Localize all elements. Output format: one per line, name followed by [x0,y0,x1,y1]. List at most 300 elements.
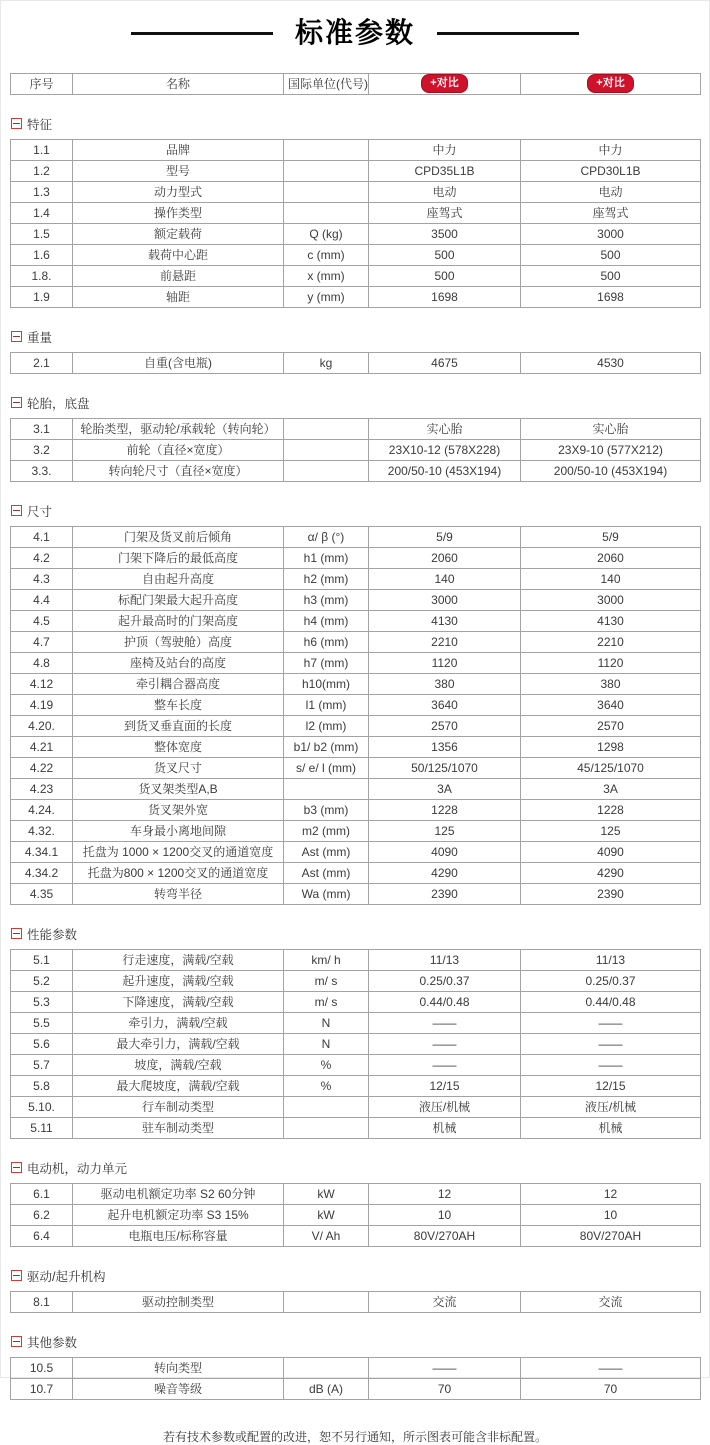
spec-row [11,160,701,181]
section-table [10,949,701,1139]
cell-value-2: 5/9 [521,526,701,547]
cell-value-2: —— [521,1054,701,1075]
cell-no: 4.20. [11,715,73,736]
spec-row [11,694,701,715]
cell-unit: h10(mm) [284,673,369,694]
cell-no: 4.3 [11,568,73,589]
cell-value-2: 4530 [521,352,701,373]
cell-value-2: 10 [521,1204,701,1225]
cell-value-2: 23X9-10 (577X212) [521,439,701,460]
collapse-minus-icon[interactable] [11,1270,22,1281]
spec-row [11,1357,701,1378]
cell-name: 轮胎类型，驱动轮/承载轮（转向轮） [73,418,284,439]
cell-unit [284,160,369,181]
cell-unit [284,418,369,439]
cell-name: 托盘为 1000 × 1200交叉的通道宽度 [73,841,284,862]
cell-no: 4.21 [11,736,73,757]
title-rule-right [437,32,579,35]
cell-unit: % [284,1054,369,1075]
cell-no: 1.5 [11,223,73,244]
cell-value-2: 125 [521,820,701,841]
cell-value-1: 140 [369,568,521,589]
cell-value-1: 12/15 [369,1075,521,1096]
cell-name: 转向类型 [73,1357,284,1378]
cell-unit: α/ β (°) [284,526,369,547]
cell-value-2: 200/50-10 (453X194) [521,460,701,481]
cell-value-1: 1120 [369,652,521,673]
cell-value-2: 3A [521,778,701,799]
cell-value-2: 3000 [521,223,701,244]
cell-no: 3.1 [11,418,73,439]
spec-row [11,244,701,265]
cell-name: 护顶（驾驶舱）高度 [73,631,284,652]
cell-no: 4.32. [11,820,73,841]
cell-value-2: —— [521,1033,701,1054]
cell-value-1: CPD35L1B [369,160,521,181]
cell-name: 货叉尺寸 [73,757,284,778]
spec-row [11,1054,701,1075]
compare-button-1[interactable]: +对比 [421,74,467,93]
cell-value-1: 125 [369,820,521,841]
cell-no: 3.2 [11,439,73,460]
cell-no: 4.34.1 [11,841,73,862]
cell-value-1: 11/13 [369,949,521,970]
footnote: 若有技术参数或配置的改进，恕不另行通知，所示图表可能含非标配置。 [162,1429,547,1444]
cell-value-1: 1228 [369,799,521,820]
cell-no: 4.22 [11,757,73,778]
spec-row [11,1012,701,1033]
cell-value-1: 4290 [369,862,521,883]
cell-unit [284,1357,369,1378]
cell-unit: Wa (mm) [284,883,369,904]
cell-unit: m2 (mm) [284,820,369,841]
cell-name: 转弯半径 [73,883,284,904]
cell-value-1: 1356 [369,736,521,757]
cell-value-2: 11/13 [521,949,701,970]
cell-unit [284,139,369,160]
spec-row [11,1225,701,1246]
cell-unit: h4 (mm) [284,610,369,631]
cell-name: 驱动控制类型 [73,1291,284,1312]
section-block [10,328,700,374]
collapse-minus-icon[interactable] [11,1336,22,1347]
cell-no: 2.1 [11,352,73,373]
cell-value-1: 200/50-10 (453X194) [369,460,521,481]
cell-value-2: 2390 [521,883,701,904]
spec-row [11,1117,701,1138]
cell-value-1: 380 [369,673,521,694]
cell-no: 5.11 [11,1117,73,1138]
section-block [10,925,700,1139]
cell-unit: % [284,1075,369,1096]
cell-unit: y (mm) [284,286,369,307]
spec-row [11,1204,701,1225]
section-title: 其他参数 [27,1335,78,1350]
cell-value-1: 3000 [369,589,521,610]
cell-name: 前轮（直径×宽度） [73,439,284,460]
cell-no: 4.35 [11,883,73,904]
spec-row [11,265,701,286]
cell-value-2: 4290 [521,862,701,883]
cell-unit: l1 (mm) [284,694,369,715]
cell-value-1: 70 [369,1378,521,1399]
cell-name: 起升速度，满载/空载 [73,970,284,991]
header-table [10,73,701,95]
cell-name: 托盘为800 × 1200交叉的通道宽度 [73,862,284,883]
cell-value-2: 1698 [521,286,701,307]
collapse-minus-icon[interactable] [11,331,22,342]
cell-value-2: CPD30L1B [521,160,701,181]
section-label [11,502,700,520]
cell-name: 动力型式 [73,181,284,202]
cell-unit: Q (kg) [284,223,369,244]
section-title: 驱动/起升机构 [27,1269,106,1284]
cell-no: 4.2 [11,547,73,568]
cell-name: 行车制动类型 [73,1096,284,1117]
cell-value-1: 交流 [369,1291,521,1312]
cell-unit: b3 (mm) [284,799,369,820]
cell-value-2: 500 [521,244,701,265]
cell-unit: s/ e/ l (mm) [284,757,369,778]
cell-name: 到货叉垂直面的长度 [73,715,284,736]
cell-name: 电瓶电压/标称容量 [73,1225,284,1246]
cell-name: 操作类型 [73,202,284,223]
section-label [11,394,700,412]
cell-value-2: 中力 [521,139,701,160]
spec-row [11,970,701,991]
section-title: 轮胎，底盘 [27,396,90,411]
cell-value-1: 500 [369,244,521,265]
cell-no: 4.1 [11,526,73,547]
section-label [11,1159,700,1177]
spec-row [11,439,701,460]
cell-value-1: —— [369,1033,521,1054]
section-title: 重量 [27,330,53,345]
cell-unit: b1/ b2 (mm) [284,736,369,757]
cell-no: 5.5 [11,1012,73,1033]
cell-name: 货叉架类型A,B [73,778,284,799]
cell-name: 门架及货叉前后倾角 [73,526,284,547]
cell-no: 3.3. [11,460,73,481]
spec-row [11,223,701,244]
cell-name: 车身最小离地间隙 [73,820,284,841]
cell-no: 1.3 [11,181,73,202]
spec-row [11,610,701,631]
cell-name: 驻车制动类型 [73,1117,284,1138]
collapse-minus-icon[interactable] [11,118,22,129]
cell-value-2: 1120 [521,652,701,673]
section-table [10,1357,701,1400]
spec-row [11,526,701,547]
cell-unit: Ast (mm) [284,862,369,883]
section-block [10,394,700,482]
title-rule-left [131,32,273,35]
cell-value-2: 140 [521,568,701,589]
cell-value-2: 1298 [521,736,701,757]
cell-no: 8.1 [11,1291,73,1312]
cell-name: 驱动电机额定功率 S2 60分钟 [73,1183,284,1204]
cell-name: 自重(含电瓶) [73,352,284,373]
spec-row [11,631,701,652]
cell-value-2: 3000 [521,589,701,610]
cell-value-2: 2570 [521,715,701,736]
section-title: 性能参数 [27,927,78,942]
cell-unit: h3 (mm) [284,589,369,610]
cell-value-1: 10 [369,1204,521,1225]
collapse-minus-icon[interactable] [11,928,22,939]
cell-no: 6.2 [11,1204,73,1225]
cell-value-1: 50/125/1070 [369,757,521,778]
cell-name: 门架下降后的最低高度 [73,547,284,568]
cell-name: 牵引耦合器高度 [73,673,284,694]
sections-container [10,115,700,1400]
cell-no: 1.4 [11,202,73,223]
cell-no: 4.5 [11,610,73,631]
cell-value-2: 500 [521,265,701,286]
cell-unit: m/ s [284,991,369,1012]
spec-row [11,841,701,862]
cell-value-1: 3A [369,778,521,799]
cell-value-1: 2210 [369,631,521,652]
cell-value-2: 交流 [521,1291,701,1312]
cell-value-1: 电动 [369,181,521,202]
compare-button-2[interactable]: +对比 [587,74,633,93]
collapse-minus-icon[interactable] [11,397,22,408]
spec-row [11,568,701,589]
section-title: 尺寸 [27,504,53,519]
cell-no: 10.5 [11,1357,73,1378]
spec-row [11,1096,701,1117]
cell-value-2: 380 [521,673,701,694]
cell-unit: h2 (mm) [284,568,369,589]
section-block [10,115,700,308]
cell-value-1: 1698 [369,286,521,307]
cell-value-1: 0.25/0.37 [369,970,521,991]
cell-value-2: 80V/270AH [521,1225,701,1246]
cell-value-1: 2390 [369,883,521,904]
cell-value-2: 2210 [521,631,701,652]
cell-unit: l2 (mm) [284,715,369,736]
page-title: 标准参数 [294,17,415,48]
cell-value-2: 座驾式 [521,202,701,223]
cell-unit [284,1291,369,1312]
cell-value-1: 500 [369,265,521,286]
spec-row [11,799,701,820]
cell-name: 标配门架最大起升高度 [73,589,284,610]
spec-row [11,352,701,373]
cell-value-1: 2570 [369,715,521,736]
spec-row [11,547,701,568]
cell-value-2: 电动 [521,181,701,202]
cell-no: 1.2 [11,160,73,181]
cell-name: 货叉架外宽 [73,799,284,820]
cell-name: 行走速度，满载/空载 [73,949,284,970]
cell-value-1: 2060 [369,547,521,568]
cell-value-1: 机械 [369,1117,521,1138]
cell-no: 10.7 [11,1378,73,1399]
cell-name: 座椅及站台的高度 [73,652,284,673]
cell-value-2: 实心胎 [521,418,701,439]
cell-value-2: 70 [521,1378,701,1399]
cell-unit: m/ s [284,970,369,991]
header-model-1-cell [369,73,521,94]
cell-unit: h7 (mm) [284,652,369,673]
cell-name: 自由起升高度 [73,568,284,589]
spec-row [11,286,701,307]
section-table [10,526,701,905]
cell-value-1: —— [369,1054,521,1075]
spec-row [11,862,701,883]
spec-row [11,418,701,439]
cell-unit [284,460,369,481]
cell-no: 6.4 [11,1225,73,1246]
cell-name: 整体宽度 [73,736,284,757]
spec-row [11,139,701,160]
spec-row [11,673,701,694]
cell-no: 4.23 [11,778,73,799]
cell-value-2: —— [521,1012,701,1033]
cell-unit: Ast (mm) [284,841,369,862]
spec-row [11,883,701,904]
cell-no: 4.19 [11,694,73,715]
collapse-minus-icon[interactable] [11,1162,22,1173]
spec-row [11,1291,701,1312]
cell-no: 4.8 [11,652,73,673]
cell-value-2: —— [521,1357,701,1378]
cell-name: 坡度，满载/空载 [73,1054,284,1075]
spec-row [11,736,701,757]
cell-name: 牵引力，满载/空载 [73,1012,284,1033]
section-label [11,1333,700,1351]
header-model-2-cell [521,73,701,94]
cell-no: 5.6 [11,1033,73,1054]
section-title: 特征 [27,117,53,132]
cell-value-2: 0.44/0.48 [521,991,701,1012]
spec-row [11,757,701,778]
cell-value-1: —— [369,1012,521,1033]
cell-unit [284,439,369,460]
cell-name: 载荷中心距 [73,244,284,265]
cell-no: 1.6 [11,244,73,265]
section-label [11,115,700,133]
section-table [10,139,701,308]
cell-unit [284,181,369,202]
cell-value-1: 23X10-12 (578X228) [369,439,521,460]
section-block [10,1159,700,1247]
section-block [10,1333,700,1400]
cell-unit: x (mm) [284,265,369,286]
cell-value-1: 中力 [369,139,521,160]
cell-value-1: 12 [369,1183,521,1204]
cell-unit: km/ h [284,949,369,970]
cell-name: 最大牵引力，满载/空载 [73,1033,284,1054]
cell-no: 4.7 [11,631,73,652]
cell-name: 下降速度，满载/空载 [73,991,284,1012]
cell-name: 前悬距 [73,265,284,286]
cell-value-2: 液压/机械 [521,1096,701,1117]
cell-name: 噪音等级 [73,1378,284,1399]
spec-row [11,202,701,223]
cell-unit: V/ Ah [284,1225,369,1246]
cell-unit [284,202,369,223]
cell-value-1: 4675 [369,352,521,373]
cell-unit: N [284,1033,369,1054]
cell-unit [284,778,369,799]
cell-value-2: 4130 [521,610,701,631]
cell-name: 型号 [73,160,284,181]
cell-no: 1.1 [11,139,73,160]
section-block [10,502,700,905]
collapse-minus-icon[interactable] [11,505,22,516]
spec-row [11,949,701,970]
cell-name: 起升最高时的门架高度 [73,610,284,631]
header-unit: 国际单位(代号) [284,73,369,94]
cell-unit: dB (A) [284,1378,369,1399]
cell-no: 1.8. [11,265,73,286]
cell-unit: kg [284,352,369,373]
spec-row [11,778,701,799]
cell-value-1: 座驾式 [369,202,521,223]
cell-name: 品牌 [73,139,284,160]
cell-value-1: 3640 [369,694,521,715]
cell-value-1: 4130 [369,610,521,631]
spec-row [11,1378,701,1399]
header-row [11,73,701,94]
cell-value-1: 80V/270AH [369,1225,521,1246]
cell-value-2: 45/125/1070 [521,757,701,778]
cell-value-2: 2060 [521,547,701,568]
cell-no: 6.1 [11,1183,73,1204]
cell-name: 额定载荷 [73,223,284,244]
cell-value-2: 12/15 [521,1075,701,1096]
spec-row [11,1183,701,1204]
spec-row [11,715,701,736]
cell-value-2: 1228 [521,799,701,820]
cell-unit: kW [284,1183,369,1204]
cell-no: 5.7 [11,1054,73,1075]
cell-no: 4.24. [11,799,73,820]
spec-row [11,460,701,481]
header-no: 序号 [11,73,73,94]
cell-unit: N [284,1012,369,1033]
section-table [10,418,701,482]
cell-no: 4.34.2 [11,862,73,883]
cell-value-1: 3500 [369,223,521,244]
cell-name: 最大爬坡度，满载/空载 [73,1075,284,1096]
cell-value-2: 3640 [521,694,701,715]
cell-value-2: 12 [521,1183,701,1204]
cell-value-1: 5/9 [369,526,521,547]
cell-name: 转向轮尺寸（直径×宽度） [73,460,284,481]
section-label [11,328,700,346]
cell-no: 4.4 [11,589,73,610]
cell-unit [284,1096,369,1117]
spec-row [11,181,701,202]
cell-value-1: —— [369,1357,521,1378]
section-title: 电动机，动力单元 [27,1161,128,1176]
section-label [11,925,700,943]
cell-no: 4.12 [11,673,73,694]
header-name: 名称 [73,73,284,94]
cell-no: 5.1 [11,949,73,970]
cell-value-2: 机械 [521,1117,701,1138]
spec-row [11,991,701,1012]
spec-row [11,1075,701,1096]
title-bar [10,18,700,49]
cell-unit: h1 (mm) [284,547,369,568]
cell-value-1: 实心胎 [369,418,521,439]
cell-no: 5.3 [11,991,73,1012]
